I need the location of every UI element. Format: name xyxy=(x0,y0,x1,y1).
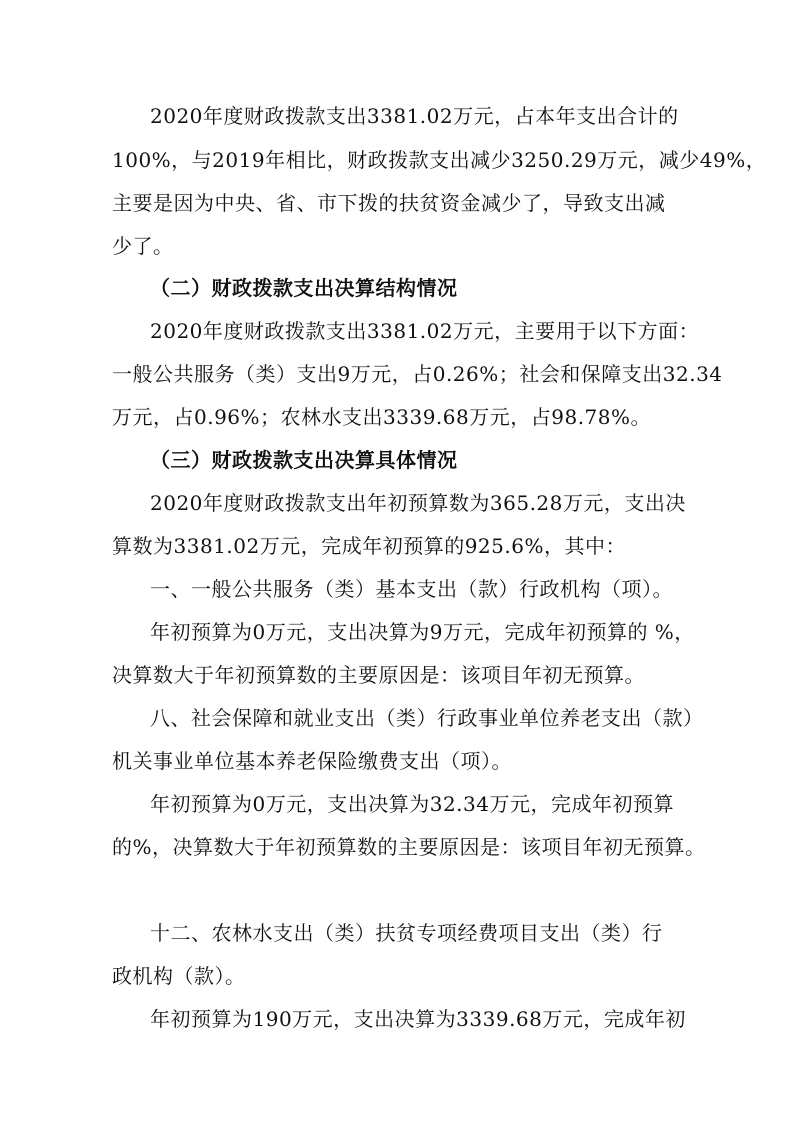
paragraph-line: 一般公共服务（类）支出9万元，占0.26%；社会和保障支出32.34 xyxy=(112,362,723,386)
paragraph-line: 2020年度财政拨款支出3381.02万元，占本年支出合计的 xyxy=(150,104,679,128)
paragraph-line: 万元，占0.96%；农林水支出3339.68万元，占98.78%。 xyxy=(112,405,651,429)
paragraph-line: 年初预算为0万元，支出决算为32.34万元，完成年初预算 xyxy=(150,792,674,816)
paragraph-line: 八、社会保障和就业支出（类）行政事业单位养老支出（款） xyxy=(150,706,704,730)
paragraph-line: 一、一般公共服务（类）基本支出（款）行政机构（项）。 xyxy=(150,577,673,601)
paragraph-line: 算数为3381.02万元，完成年初预算的925.6%，其中： xyxy=(112,534,626,558)
paragraph-line: 少了。 xyxy=(112,234,174,258)
paragraph-line: 100%，与2019年相比，财政拨款支出减少3250.29万元，减少49%， xyxy=(112,148,767,172)
section-heading: （三）财政拨款支出决算具体情况 xyxy=(150,448,458,472)
paragraph-line: 2020年度财政拨款支出3381.02万元，主要用于以下方面： xyxy=(150,319,700,343)
paragraph-line: 机关事业单位基本养老保险缴费支出（项）。 xyxy=(112,749,512,773)
paragraph-line: 年初预算为0万元，支出决算为9万元，完成年初预算的 %， xyxy=(150,620,695,644)
paragraph-line: 十二、农林水支出（类）扶贫专项经费项目支出（类）行 xyxy=(150,921,663,945)
paragraph-line: 决算数大于年初预算数的主要原因是：该项目年初无预算。 xyxy=(112,663,645,687)
paragraph-line: 的%，决算数大于年初预算数的主要原因是：该项目年初无预算。 xyxy=(112,835,706,859)
paragraph-line: 年初预算为190万元，支出决算为3339.68万元，完成年初 xyxy=(150,1007,686,1031)
paragraph-line: 2020年度财政拨款支出年初预算数为365.28万元，支出决 xyxy=(150,491,686,515)
section-heading: （二）财政拨款支出决算结构情况 xyxy=(150,276,458,300)
paragraph-line: 主要是因为中央、省、市下拨的扶贫资金减少了，导致支出减 xyxy=(112,191,666,215)
paragraph-line: 政机构（款）。 xyxy=(112,964,246,988)
